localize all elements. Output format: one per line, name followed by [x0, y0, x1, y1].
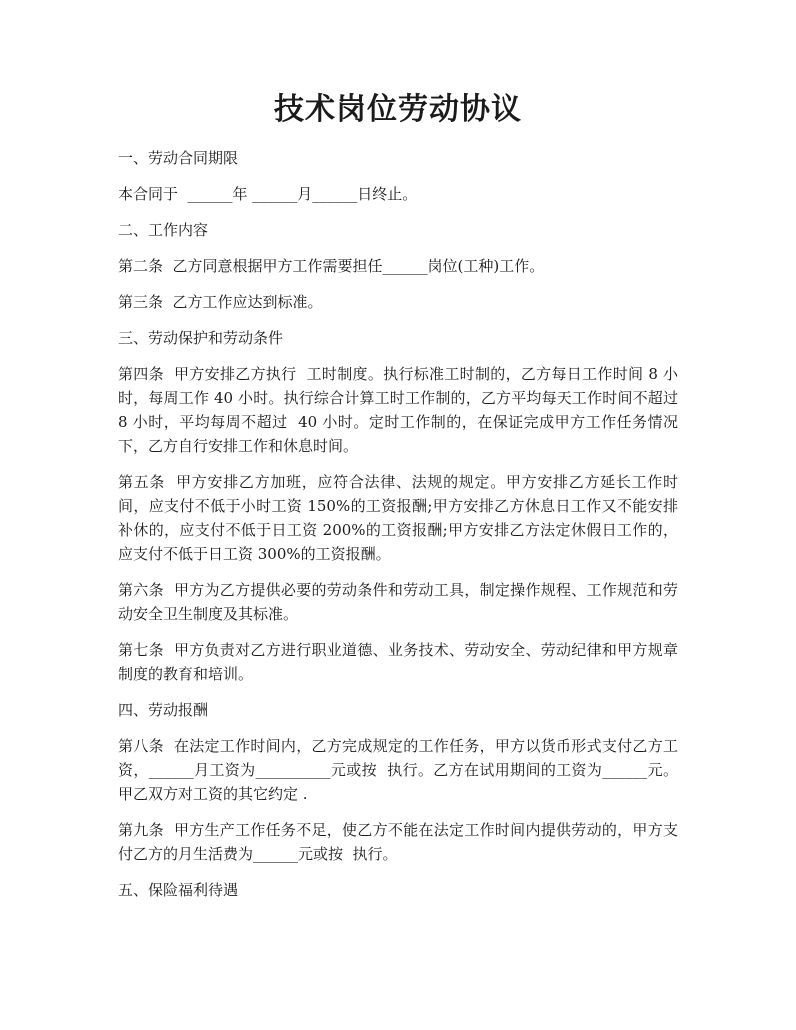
section-heading-insurance: 五、保险福利待遇: [118, 881, 239, 899]
article-7-paragraph: 第七条 甲方负责对乙方进行职业道德、业务技术、劳动安全、劳动纪律和甲方规章制度的教育和培训。: [118, 641, 678, 683]
article-4-paragraph: 第四条 甲方安排乙方执行 工时制度。执行标准工时制的，乙方每日工作时间 8 小时，每周工作 40 小时。执行综合计算工时工作制的，乙方平均每天工作时间不超过 8 小时，平均每周不超过 40 小时。定时工作制的，在保证完成甲方工作任务情况下，乙方自行安排工作和休息时间。: [118, 365, 683, 455]
article-8-paragraph: 第八条 在法定工作时间内，乙方完成规定的工作任务，甲方以货币形式支付乙方工资，______月工资为__________元或按 执行。乙方在试用期间的工资为______元。甲乙双方对工资的其它约定 .: [118, 737, 678, 803]
article-3-paragraph: 第三条 乙方工作应达到标准。: [118, 293, 323, 311]
document-body: [118, 146, 683, 914]
section-heading-protection: 三、劳动保护和劳动条件: [118, 329, 284, 347]
section-heading-term: 一、劳动合同期限: [118, 149, 239, 167]
term-paragraph: 本合同于 ______年 ______月______日终止。: [118, 185, 418, 203]
article-5-paragraph: 第五条 甲方安排乙方加班，应符合法律、法规的规定。甲方安排乙方延长工作时间，应支付不低于小时工资 150%的工资报酬;甲方安排乙方休息日工作又不能安排补休的，应支付不低于日工资 200%的工资报酬;甲方安排乙方法定休假日工作的，应支付不低于日工资 300%的工资报酬。: [118, 473, 678, 563]
article-6-paragraph: 第六条 甲方为乙方提供必要的劳动条件和劳动工具，制定操作规程、工作规范和劳动安全卫生制度及其标准。: [118, 581, 678, 623]
section-heading-remuneration: 四、劳动报酬: [118, 701, 209, 719]
article-2-paragraph: 第二条 乙方同意根据甲方工作需要担任______岗位(工种)工作。: [118, 257, 545, 275]
article-9-paragraph: 第九条 甲方生产工作任务不足，使乙方不能在法定工作时间内提供劳动的，甲方支付乙方的月生活费为______元或按 执行。: [118, 821, 678, 863]
section-heading-work: 二、工作内容: [118, 221, 209, 239]
document-title: 技术岗位劳动协议: [274, 92, 522, 127]
